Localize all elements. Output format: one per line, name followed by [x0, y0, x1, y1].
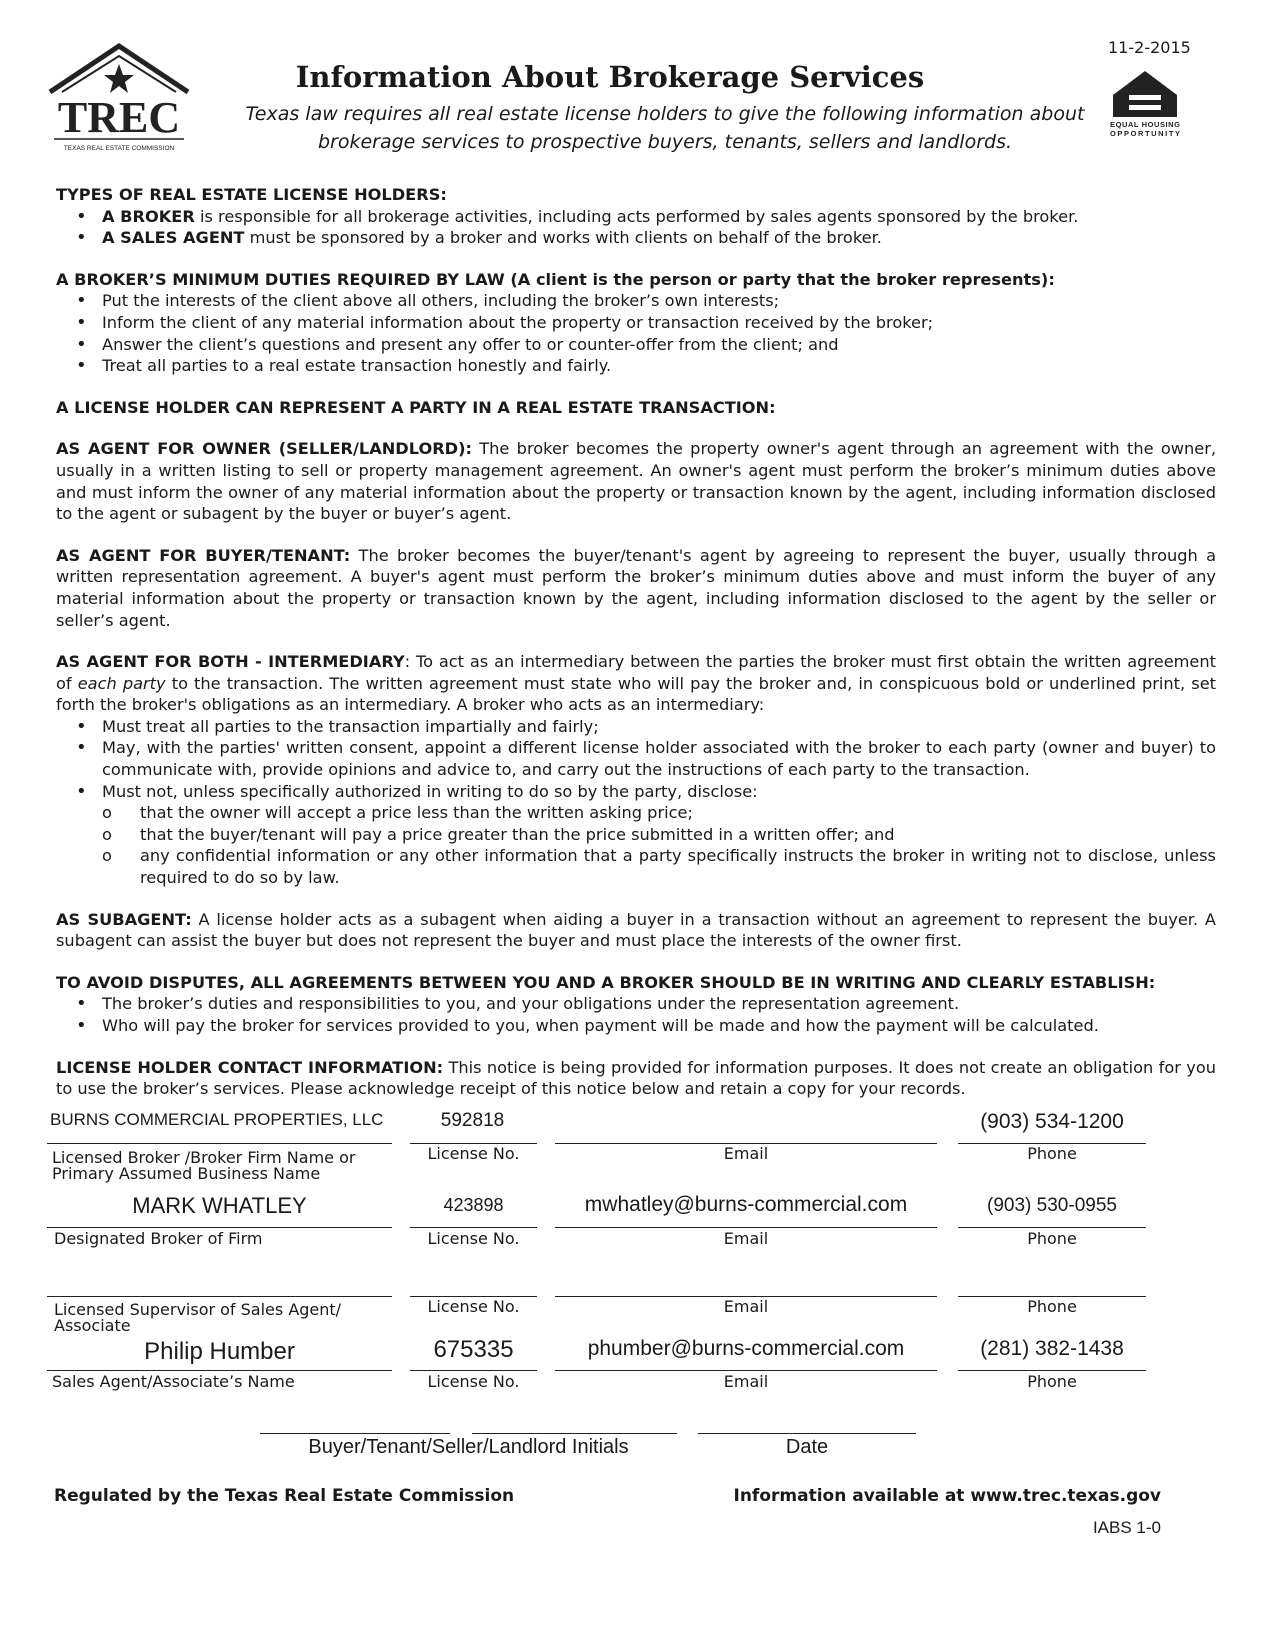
contact-paragraph: LICENSE HOLDER CONTACT INFORMATION: This notice is being provided for information purposes. It does not create an obligation for you to use the broker’s services. Please acknowledge receipt of this notice below and retain a copy for your records.: [56, 1057, 1216, 1099]
form-date: 11-2-2015: [1108, 38, 1191, 57]
list-item: o that the buyer/tenant will pay a price greater than the price submitted in a written offer; and: [56, 824, 1216, 846]
email-label: Email: [723, 1297, 769, 1316]
list-item: • Answer the client’s questions and present any offer to or counter-offer from the client; and: [56, 334, 1216, 356]
phone-label: Phone: [1027, 1144, 1077, 1163]
list-item: o any confidential information or any other information that a party specifically instructs the broker in writing not to disclose, unless required to do so by law.: [56, 845, 1216, 888]
date-label: Date: [785, 1436, 829, 1458]
intermediary-sublist: [56, 802, 1216, 888]
supervisor-label: Licensed Supervisor of Sales Agent/ Associate: [54, 1300, 342, 1335]
broker-phone[interactable]: (903) 534-1200: [980, 1110, 1124, 1133]
form-id: IABS 1-0: [1092, 1518, 1161, 1537]
list-item: • Who will pay the broker for services provided to you, when payment will be made and how the payment will be calculated.: [56, 1015, 1216, 1037]
license-label: License No.: [427, 1297, 520, 1316]
disputes-list: [56, 993, 1216, 1036]
equal-housing-icon: [1105, 65, 1185, 145]
designated-broker-email[interactable]: mwhatley@burns-commercial.com: [584, 1193, 908, 1216]
duties-heading: A BROKER’S MINIMUM DUTIES REQUIRED BY LAW (A client is the person or party that the broker represents):: [56, 269, 1055, 289]
email-label: Email: [723, 1372, 769, 1391]
list-item: • May, with the parties' written consent, appoint a different license holder associated with the broker to each party (owner and buyer) to communicate with, provide opinions and advice to, and carry out the instructions of each party to the transaction.: [56, 737, 1216, 780]
license-label: License No.: [427, 1372, 520, 1391]
form-body: [56, 184, 1216, 1100]
sales-agent-license[interactable]: 675335: [433, 1336, 514, 1363]
sales-agent-name[interactable]: Philip Humber: [144, 1338, 295, 1365]
logo-subtext: TEXAS REAL ESTATE COMMISSION: [63, 145, 175, 152]
list-item: • Treat all parties to a real estate transaction honestly and fairly.: [56, 355, 1216, 377]
broker-firm-name[interactable]: BURNS COMMERCIAL PROPERTIES, LLC: [50, 1110, 384, 1129]
designated-broker-label: Designated Broker of Firm: [54, 1229, 263, 1248]
buyer-paragraph: AS AGENT FOR BUYER/TENANT: The broker becomes the buyer/tenant's agent by agreeing to represent the buyer, usually through a written representation agreement. A buyer's agent must perform the broker’s minimum duties above and must inform the buyer of any material information about the property or transaction known by the agent, including information disclosed to the agent by the seller or seller’s agent.: [56, 545, 1216, 630]
email-label: Email: [723, 1144, 769, 1163]
list-item: • Put the interests of the client above all others, including the broker’s own interests;: [56, 290, 1216, 312]
license-label: License No.: [427, 1144, 520, 1163]
date-line[interactable]: [698, 1433, 916, 1434]
phone-label: Phone: [1027, 1297, 1077, 1316]
phone-label: Phone: [1027, 1229, 1077, 1248]
designated-broker-name[interactable]: MARK WHATLEY: [132, 1193, 307, 1218]
list-item: • Must not, unless specifically authorized in writing to do so by the party, disclose:: [56, 781, 1216, 803]
sales-agent-phone[interactable]: (281) 382-1438: [980, 1337, 1124, 1360]
list-item: • A SALES AGENT must be sponsored by a broker and works with clients on behalf of the broker.: [56, 227, 1216, 249]
types-heading: TYPES OF REAL ESTATE LICENSE HOLDERS:: [56, 185, 447, 204]
footer-regulated: Regulated by the Texas Real Estate Commission: [54, 1486, 515, 1506]
designated-broker-phone[interactable]: (903) 530-0955: [987, 1195, 1117, 1216]
intermediary-list: [56, 716, 1216, 802]
page-subtitle: Texas law requires all real estate license holders to give the following information about brokerage services to prospective buyers, tenants, sellers and landlords.: [245, 103, 1085, 153]
email-label: Email: [723, 1229, 769, 1248]
duties-list: [56, 290, 1216, 376]
initials-line-1[interactable]: [260, 1433, 450, 1434]
list-item: • The broker’s duties and responsibilities to you, and your obligations under the representation agreement.: [56, 993, 1216, 1015]
sales-agent-label: Sales Agent/Associate’s Name: [52, 1372, 295, 1391]
trec-logo: [44, 42, 194, 157]
license-label: License No.: [427, 1229, 520, 1248]
designated-broker-license[interactable]: 423898: [443, 1195, 504, 1215]
initials-label: Buyer/Tenant/Seller/Landlord Initials: [308, 1436, 629, 1458]
types-list: [56, 206, 1216, 249]
svg-text:EQUAL HOUSING: EQUAL HOUSING: [1110, 120, 1180, 129]
subagent-paragraph: AS SUBAGENT: A license holder acts as a subagent when aiding a buyer in a transaction without an agreement to represent the buyer. A subagent can assist the buyer but does not represent the buyer and must place the interests of the owner first.: [56, 909, 1216, 951]
svg-text:OPPORTUNITY: OPPORTUNITY: [1110, 129, 1180, 138]
represent-heading: A LICENSE HOLDER CAN REPRESENT A PARTY IN A REAL ESTATE TRANSACTION:: [56, 397, 776, 417]
broker-license[interactable]: 592818: [440, 1110, 505, 1131]
list-item: • A BROKER is responsible for all brokerage activities, including acts performed by sales agents sponsored by the broker.: [56, 206, 1216, 228]
disputes-heading: TO AVOID DISPUTES, ALL AGREEMENTS BETWEEN YOU AND A BROKER SHOULD BE IN WRITING AND CLEARLY ESTABLISH:: [56, 972, 1156, 992]
page-title: Information About Brokerage Services: [295, 60, 925, 94]
footer-info: Information available at www.trec.texas.gov: [733, 1486, 1161, 1506]
initials-line-2[interactable]: [472, 1433, 677, 1434]
phone-label: Phone: [1027, 1372, 1077, 1391]
sales-agent-email[interactable]: phumber@burns-commercial.com: [587, 1337, 905, 1360]
logo-text: TREC: [57, 93, 181, 142]
list-item: • Must treat all parties to the transaction impartially and fairly;: [56, 716, 1216, 738]
owner-paragraph: AS AGENT FOR OWNER (SELLER/LANDLORD): The broker becomes the property owner's agent through an agreement with the owner, usually in a written listing to sell or property management agreement. An owner's agent must perform the broker’s minimum duties above and must inform the owner of any material information about the property or transaction known by the agent, including information disclosed to the agent or subagent by the buyer or buyer’s agent.: [56, 439, 1216, 524]
list-item: • Inform the client of any material information about the property or transaction received by the broker;: [56, 312, 1216, 334]
intermediary-paragraph: AS AGENT FOR BOTH - INTERMEDIARY: To act as an intermediary between the parties the broker must first obtain the written agreement of each party to the transaction. The written agreement must state who will pay the broker and, in conspicuous bold or underlined print, set forth the broker's obligations as an intermediary. A broker who acts as an intermediary:: [56, 652, 1217, 715]
broker-firm-label: Licensed Broker /Broker Firm Name or Primary Assumed Business Name: [52, 1148, 356, 1183]
list-item: o that the owner will accept a price less than the written asking price;: [56, 802, 1216, 824]
